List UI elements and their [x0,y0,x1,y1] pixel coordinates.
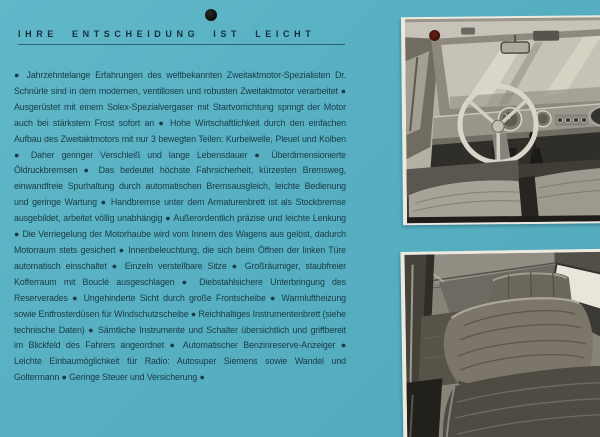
seats-photo-illustration [404,251,600,437]
dashboard-photo [401,15,600,226]
registration-dot [205,9,217,21]
feature-list-paragraph: ● Jahrzehntelange Erfahrungen des weltbekannten Zweitaktmotor-Spezialisten Dr. Schnürle sind in dem modernen, ventillosen und robusten Zweitaktmotor verarbeitet ● Ausgerüstet mit einem Solex-Spezialvergaser mit Startvorrichtung springt der Motor auch bei stärkstem Frost sofort an ● Hohe Wirtschaftlichkeit durch den einfachen Aufbau des Zweitaktmotors mit nur 3 bewegten Teilen: Kurbelwelle, Pleuel und Kolben ● Daher geringer Verschleiß und lange Lebensdauer ● Überdimensionierte Öldruckbremsen ● Das bedeutet höchste Fahrsicherheit, kürzesten Bremsweg, einwandfreie Spurhaltung durch automatischen Bremsausgleich, leichte Bedienung und geringe Wartung ● Handbremse unter dem Armaturenbrett ist als Stockbremse ausgebildet, arbeitet völlig unabhängig ● Außerordentlich präzise und leichte Lenkung ● Die Verriegelung der Motorhaube wird vom Innern des Wagens aus gelöst, dadurch Motorraum stets gesichert ● Innenbeleuchtung, die sich beim Öffnen der linken Türe automatisch einschaltet ● Einzeln verstellbare Sitze ● Großräumiger, staubfreier Kofferraum mit Bouclé ausgeschlagen ● Diebstahlsichere Unterbringung des Reserverades ● Ungehinderte Sicht durch große Frontscheibe ● Warmluftheizung sowie Entfrosterdüsen für Windschutzscheibe ● Reichhaltiges Instrumentenbrett (siehe technische Daten) ● Sämtliche Instrumente und Schalter übersichtlich und griffbereit im Blickfeld des Fahrers angeordnet ● Automatischer Benzinreserve-Anzeiger ● Leichte Einbaumöglichkeit für Radio: Autosuper Siemens sowie Wandel und Goltermann ● Geringe Steuer und Versicherung ● [14,70,346,383]
page-title: IHRE ENTSCHEIDUNG IST LEICHT [18,29,316,39]
headline-underline [18,44,345,45]
seats-photo [400,248,600,437]
door-sill-floor [406,378,443,437]
dashboard-photo-illustration [405,17,600,224]
punch-hole-dot [429,30,440,41]
switch-panel [555,114,588,125]
